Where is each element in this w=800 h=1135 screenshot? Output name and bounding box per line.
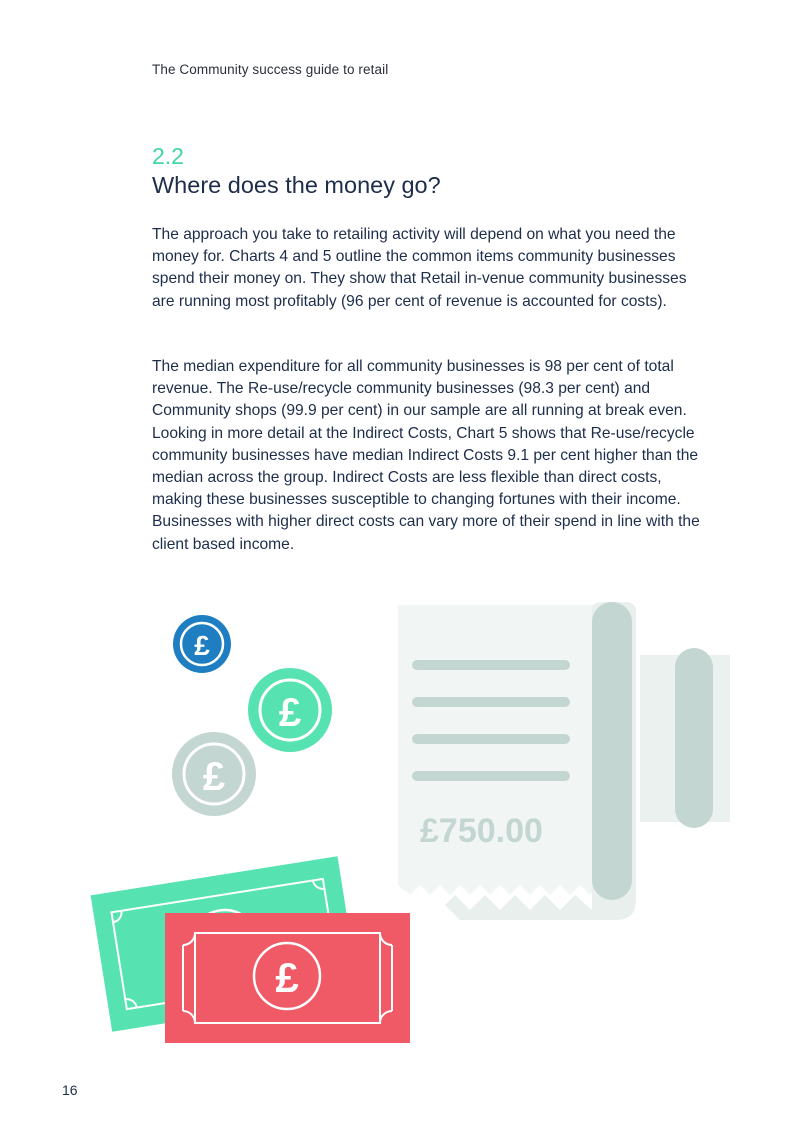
body-paragraph: The median expenditure for all community businesses is 98 per cent of total revenue. The Re-use/recycle community businesses (98.3 per cent) and Community shops (99.9 per cent) in our sample are all running at break even. Looking in more detail at the Indirect Costs, Chart 5 shows that Re-use/recycle community businesses have median Indirect Costs 9.1 per cent higher than the median across the group. Indirect Costs are less flexible than direct costs, making these businesses susceptible to changing fortunes with their income. Businesses with higher direct costs can vary more of their spend in line with the client based income. xyxy=(152,358,700,553)
pound-symbol: £ xyxy=(278,691,302,735)
page-number: 16 xyxy=(62,1082,78,1098)
section-number: 2.2 xyxy=(152,143,184,169)
pound-coin-icon xyxy=(172,732,256,816)
receipt-icon xyxy=(398,602,730,920)
receipt-amount: £750.00 xyxy=(420,812,543,850)
banknote-icon xyxy=(165,913,410,1043)
section-title: Where does the money go? xyxy=(152,172,441,198)
pound-symbol: £ xyxy=(275,954,299,1001)
running-header: The Community success guide to retail xyxy=(152,62,389,77)
pound-symbol: £ xyxy=(202,755,226,799)
pound-coin-icon xyxy=(248,668,332,752)
pound-symbol: £ xyxy=(194,630,210,661)
body-paragraph: The approach you take to retailing activity will depend on what you need the money for. Charts 4 and 5 outline the common items community businesses spend their money on. They show that Retail in-venue community businesses are running most profitably (96 per cent of revenue is accounted for costs). xyxy=(152,226,687,310)
pound-coin-icon xyxy=(173,615,231,673)
money-illustration xyxy=(0,580,800,1060)
